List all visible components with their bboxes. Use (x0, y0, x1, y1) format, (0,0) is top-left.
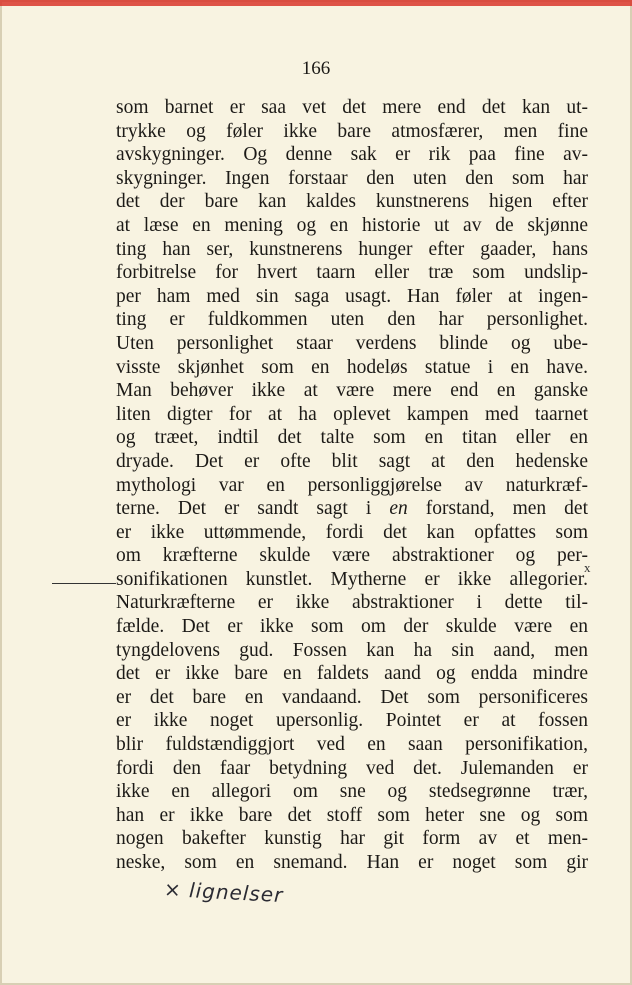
text-line: tyngdelovens gud. Fossen kan ha sin aand, men (116, 639, 588, 661)
text-line: fordi den faar betydning ved det. Julemanden er (116, 757, 588, 779)
page-number: 166 (301, 58, 331, 79)
text-line: det er ikke bare en faldets aand og endda mindre (116, 663, 588, 685)
text-line: og træet, indtil det talte som en titan eller en (116, 427, 588, 449)
insert-mark: x (584, 560, 591, 575)
text-line: Naturkræfterne er ikke abstraktioner i dette til- (116, 592, 588, 614)
text-line: fælde. Det er ikke som om der skulde være en (116, 616, 588, 638)
emphasis: en (389, 498, 408, 520)
text-line: er ikke noget upersonlig. Pointet er at fossen (116, 710, 588, 732)
text-line: sonifikationen kunstlet. Mytherne er ikke allegorier. (116, 568, 588, 590)
text-line: per ham med sin saga usagt. Han føler at ingen- (116, 285, 588, 307)
handwritten-note: × lignelser (163, 876, 284, 908)
text-line: trykke og føler ikke bare atmosfærer, men fine (116, 120, 588, 142)
text-line: som barnet er saa vet det mere end det kan ut- (116, 97, 588, 118)
text-line: visste skjønhet som en hodeløs statue i en have. (116, 356, 588, 378)
text-line: ikke en allegori om sne og stedsegrønne trær, (116, 781, 588, 803)
text-line: neske, som en snemand. Han er noget som gir (116, 852, 588, 873)
body-text (116, 96, 588, 875)
text-line: terne. Det er sandt sagt i en forstand, men det (116, 498, 588, 520)
text-line: forbitrelse for hvert taarn eller træ som undslip- (116, 262, 588, 284)
margin-rule (52, 583, 116, 584)
text-line: Man behøver ikke at være mere end en ganske (116, 380, 588, 402)
text-line: Uten personlighet staar verdens blinde og ube- (116, 332, 588, 354)
text-line: han er ikke bare det stoff som heter sne og som (116, 804, 588, 826)
text-line: dryade. Det er ofte blit sagt at den hedenske (116, 450, 588, 472)
text-line: nogen bakefter kunstig har git form av et men- (116, 828, 588, 850)
text-line: er det bare en vandaand. Det som personificeres (116, 686, 588, 708)
text-line: det der bare kan kaldes kunstnerens higen efter (116, 191, 588, 213)
text-line: avskygninger. Og denne sak er rik paa fine av- (116, 144, 588, 166)
text-line: mythologi var en personliggjørelse av naturkræf- (116, 474, 588, 496)
text-line: ting han ser, kunstnerens hunger efter gaader, hans (116, 238, 588, 260)
text-line: at læse en mening og en historie ut av de skjønne (116, 214, 588, 236)
text-line: er ikke uttømmende, fordi det kan opfattes som (116, 521, 588, 543)
text-line: skygninger. Ingen forstaar den uten den som har (116, 167, 588, 189)
text-line: liten digter for at ha oplevet kampen med taarnet (116, 403, 588, 425)
text-line: om kræfterne skulde være abstraktioner og per- (116, 545, 588, 567)
text-line: blir fuldstændiggjort ved en saan personifikation, (116, 734, 588, 756)
text-line: ting er fuldkommen uten den har personlighet. (116, 309, 588, 331)
